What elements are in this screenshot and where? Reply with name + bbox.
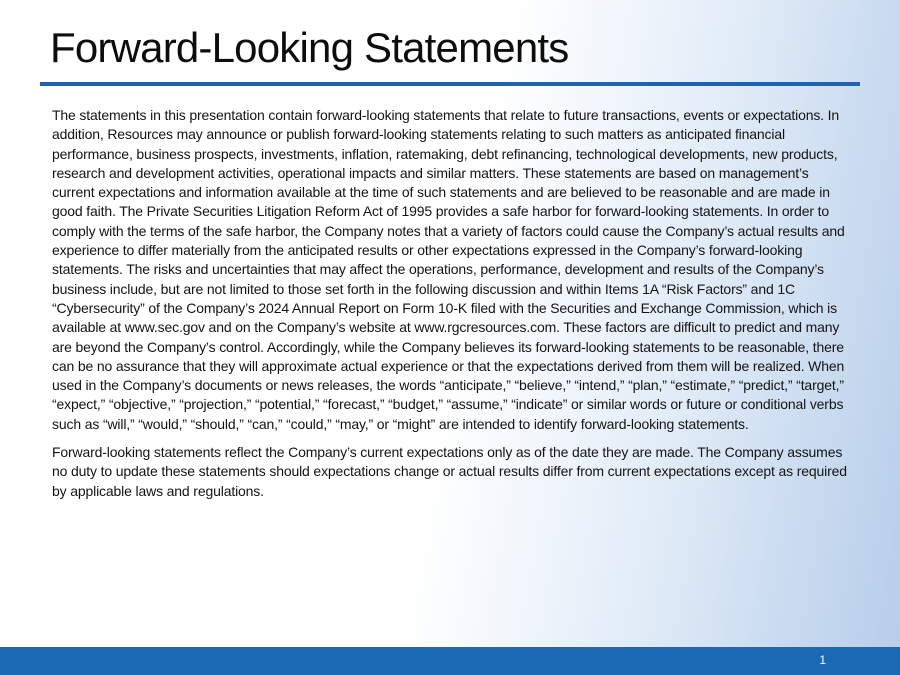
title-underline (40, 82, 860, 86)
slide-body (52, 106, 848, 501)
page-number: 1 (819, 653, 826, 667)
body-paragraph-1: The statements in this presentation contain forward-looking statements that relate to future transactions, events or expectations. In addition, Resources may announce or publish forward-looking statements relating to such matters as anticipated financial performance, business prospects, investments, inflation, ratemaking, debt refinancing, technological developments, new products, research and development activities, operational impacts and similar matters. These statements are based on management’s current expectations and information available at the time of such statements and are believed to be reasonable and are made in good faith. The Private Securities Litigation Reform Act of 1995 provides a safe harbor for forward-looking statements. In order to comply with the terms of the safe harbor, the Company notes that a variety of factors could cause the Company’s actual results and experience to differ materially from the anticipated results or other expectations expressed in the Company’s forward-looking statements. The risks and uncertainties that may affect the operations, performance, development and results of the Company’s business include, but are not limited to those set forth in the following discussion and within Items 1A “Risk Factors” and 1C “Cybersecurity” of the Company’s 2024 Annual Report on Form 10-K filed with the Securities and Exchange Commission, which is available at www.sec.gov and on the Company’s website at www.rgcresources.com. These factors are difficult to predict and many are beyond the Company’s control. Accordingly, while the Company believes its forward-looking statements to be reasonable, there can be no assurance that they will approximate actual experience or that the expectations derived from them will be realized. When used in the Company’s documents or news releases, the words “anticipate,” “believe,” “intend,” “plan,” “estimate,” “predict,” “target,” “expect,” “objective,” “projection,” “potential,” “forecast,” “budget,” “assume,” “indicate” or similar words or future or conditional verbs such as “will,” “would,” “should,” “can,” “could,” “may,” or “might” are intended to identify forward-looking statements. (52, 107, 845, 432)
body-paragraph-2: Forward-looking statements reflect the Company’s current expectations only as of the date they are made. The Company assumes no duty to update these statements should expectations change or actual results differ from current expectations except as required by applicable laws and regulations. (52, 444, 847, 499)
slide-title: Forward-Looking Statements (50, 24, 569, 71)
footer-bar (0, 647, 900, 675)
